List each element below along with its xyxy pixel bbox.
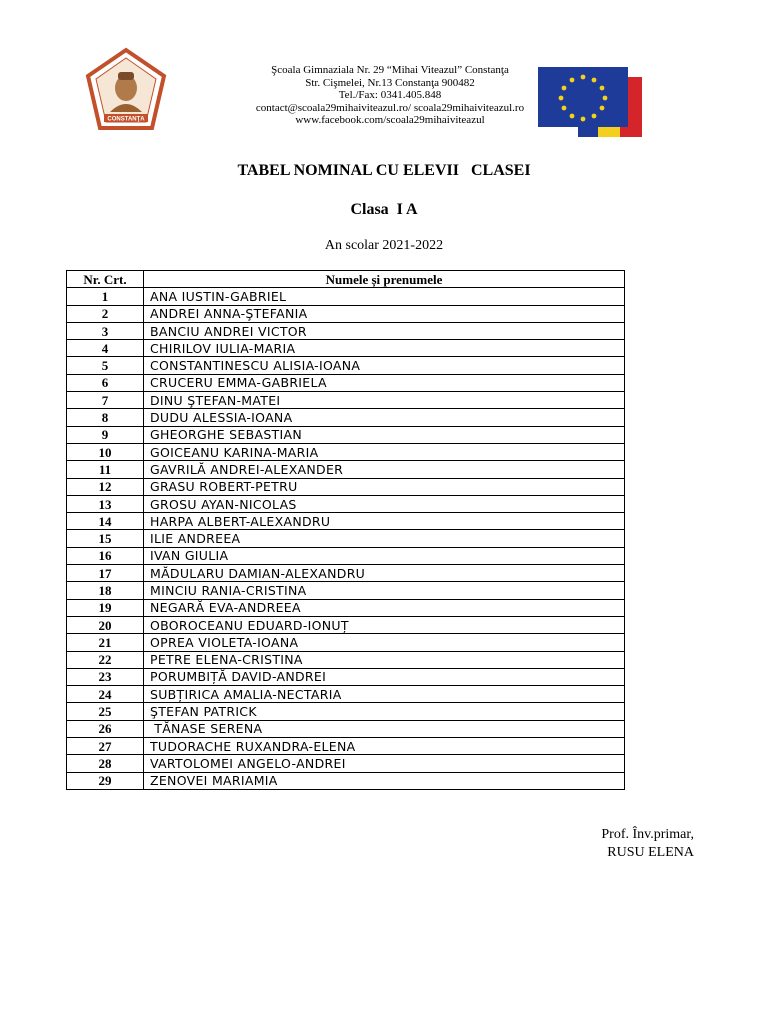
school-phone: Tel./Fax: 0341.405.848 xyxy=(338,89,442,101)
student-name: OBOROCEANU EDUARD-IONUȚ xyxy=(144,616,625,633)
table-header-row xyxy=(67,271,625,288)
row-number: 5 xyxy=(67,357,144,374)
student-name: HARPA ALBERT-ALEXANDRU xyxy=(144,513,625,530)
table-row xyxy=(67,461,625,478)
student-name: NEGARĂ EVA-ANDREEA xyxy=(144,599,625,616)
table-row xyxy=(67,305,625,322)
student-name: TUDORACHE RUXANDRA-ELENA xyxy=(144,738,625,755)
student-name: BANCIU ANDREI VICTOR xyxy=(144,322,625,339)
student-name: GAVRILĂ ANDREI-ALEXANDER xyxy=(144,461,625,478)
school-facebook[interactable]: www.facebook.com/scoala29mihaiviteazul xyxy=(295,114,485,126)
table-row xyxy=(67,357,625,374)
signature-role: Prof. Înv.primar, xyxy=(601,827,694,842)
row-number: 9 xyxy=(67,426,144,443)
table-row xyxy=(67,513,625,530)
table-row xyxy=(67,340,625,357)
student-name: VARTOLOMEI ANGELO-ANDREI xyxy=(144,755,625,772)
table-row xyxy=(67,547,625,564)
row-number: 3 xyxy=(67,322,144,339)
school-year: An scolar 2021-2022 xyxy=(324,238,444,253)
table-row xyxy=(67,651,625,668)
table-row xyxy=(67,582,625,599)
row-number: 2 xyxy=(67,305,144,322)
table-row xyxy=(67,772,625,789)
student-name: SUBȚIRICA AMALIA-NECTARIA xyxy=(144,686,625,703)
document-title: TABEL NOMINAL CU ELEVII CLASEI xyxy=(237,162,531,179)
row-number: 19 xyxy=(67,599,144,616)
row-number: 12 xyxy=(67,478,144,495)
student-name: OPREA VIOLETA-IOANA xyxy=(144,634,625,651)
student-name: MĂDULARU DAMIAN-ALEXANDRU xyxy=(144,565,625,582)
table-row xyxy=(67,565,625,582)
student-roster-table xyxy=(66,270,625,790)
table-row xyxy=(67,634,625,651)
row-number: 22 xyxy=(67,651,144,668)
table-row xyxy=(67,374,625,391)
table-row xyxy=(67,755,625,772)
student-name: CHIRILOV IULIA-MARIA xyxy=(144,340,625,357)
student-name: TĂNASE SERENA xyxy=(144,720,625,737)
eu-romania-flag-icon xyxy=(538,67,642,137)
student-name: ILIE ANDREEA xyxy=(144,530,625,547)
logo-text: CONSTANŢA xyxy=(107,116,145,123)
student-name: GOICEANU KARINA-MARIA xyxy=(144,443,625,460)
row-number: 1 xyxy=(67,288,144,305)
student-name: GRASU ROBERT-PETRU xyxy=(144,478,625,495)
row-number: 16 xyxy=(67,547,144,564)
row-number: 25 xyxy=(67,703,144,720)
row-number: 15 xyxy=(67,530,144,547)
school-contact-block xyxy=(195,64,585,127)
table-row xyxy=(67,409,625,426)
row-number: 27 xyxy=(67,738,144,755)
table-row xyxy=(67,599,625,616)
school-email[interactable]: contact@scoala29mihaiviteazul.ro/ scoala29mihaiviteazul.ro xyxy=(255,101,525,114)
row-number: 14 xyxy=(67,513,144,530)
row-number: 29 xyxy=(67,772,144,789)
table-row xyxy=(67,478,625,495)
student-name: MINCIU RANIA-CRISTINA xyxy=(144,582,625,599)
row-number: 6 xyxy=(67,374,144,391)
table-row xyxy=(67,720,625,737)
student-name: ŞTEFAN PATRICK xyxy=(144,703,625,720)
class-name: Clasa I A xyxy=(350,201,418,218)
row-number: 28 xyxy=(67,755,144,772)
student-name: ANDREI ANNA-ŞTEFANIA xyxy=(144,305,625,322)
row-number: 4 xyxy=(67,340,144,357)
table-row xyxy=(67,288,625,305)
school-name: Şcoala Gimnaziala Nr. 29 “Mihai Viteazul” Constanţa xyxy=(271,64,509,76)
table-row xyxy=(67,426,625,443)
row-number: 10 xyxy=(67,443,144,460)
table-row xyxy=(67,392,625,409)
student-name: GHEORGHE SEBASTIAN xyxy=(144,426,625,443)
table-row xyxy=(67,616,625,633)
row-number: 26 xyxy=(67,720,144,737)
student-name: PORUMBIȚĂ DAVID-ANDREI xyxy=(144,668,625,685)
student-name: CRUCERU EMMA-GABRIELA xyxy=(144,374,625,391)
row-number: 24 xyxy=(67,686,144,703)
school-crest-icon xyxy=(82,46,170,134)
table-row xyxy=(67,322,625,339)
table-row xyxy=(67,703,625,720)
row-number: 20 xyxy=(67,616,144,633)
student-name: DINU ŞTEFAN-MATEI xyxy=(144,392,625,409)
row-number: 11 xyxy=(67,461,144,478)
column-header-nr: Nr. Crt. xyxy=(67,271,144,288)
table-row xyxy=(67,668,625,685)
table-body xyxy=(67,288,625,790)
row-number: 8 xyxy=(67,409,144,426)
row-number: 17 xyxy=(67,565,144,582)
column-header-name: Numele și prenumele xyxy=(144,271,625,288)
table-row xyxy=(67,738,625,755)
student-name: CONSTANTINESCU ALISIA-IOANA xyxy=(144,357,625,374)
student-name: IVAN GIULIA xyxy=(144,547,625,564)
row-number: 18 xyxy=(67,582,144,599)
signature-name: RUSU ELENA xyxy=(607,845,694,860)
table-row xyxy=(67,530,625,547)
student-name: ANA IUSTIN-GABRIEL xyxy=(144,288,625,305)
row-number: 13 xyxy=(67,495,144,512)
student-name: GROSU AYAN-NICOLAS xyxy=(144,495,625,512)
signature-block xyxy=(601,826,694,862)
row-number: 21 xyxy=(67,634,144,651)
school-address: Str. Cişmelei, Nr.13 Constanţa 900482 xyxy=(305,76,475,89)
row-number: 23 xyxy=(67,668,144,685)
row-number: 7 xyxy=(67,392,144,409)
table-row xyxy=(67,686,625,703)
student-name: DUDU ALESSIA-IOANA xyxy=(144,409,625,426)
table-row xyxy=(67,495,625,512)
student-name: PETRE ELENA-CRISTINA xyxy=(144,651,625,668)
table-row xyxy=(67,443,625,460)
student-name: ZENOVEI MARIAMIA xyxy=(144,772,625,789)
